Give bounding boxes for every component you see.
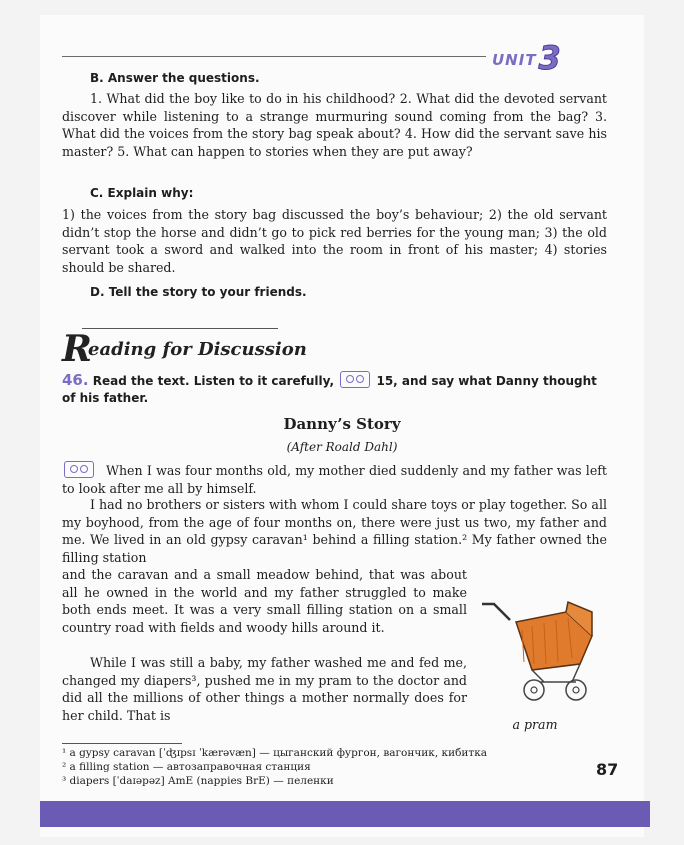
- track-number: 15,: [376, 374, 398, 388]
- instruction-before: Read the text. Listen to it carefully,: [92, 374, 335, 388]
- exercise-46-instruction: [62, 371, 607, 407]
- story-paragraph-1: [62, 461, 607, 497]
- pram-illustration: [480, 590, 600, 710]
- pram-caption: a pram: [512, 717, 558, 732]
- story-author: (After Roald Dahl): [286, 440, 398, 454]
- cassette-icon: [340, 371, 370, 388]
- cassette-icon: [64, 461, 94, 478]
- title-initial: R: [62, 328, 92, 370]
- story-paragraph-2-cont: and the caravan and a small meadow behind, that was about all he owned in the world and my father struggled to make both ends meet. It was a very small filling station on a small country road with fields and woody hills around it.: [62, 567, 467, 635]
- instruction-after: and say what Danny thought of his father.: [62, 374, 597, 405]
- footnotes: [62, 746, 582, 788]
- section-c-text: 1) the voices from the story bag discussed the boy’s behaviour; 2) the old servant didn’t stop the horse and didn’t go to pick red berries for the young man; 3) the old servant took a sword and walked into the room in front of his master; 4) stories should be shared.: [62, 207, 607, 275]
- footnote-rule: [62, 743, 182, 744]
- page-number: 87: [596, 760, 619, 779]
- section-d-heading: D. Tell the story to your friends.: [90, 285, 307, 299]
- footnote-1: ¹ a gypsy caravan [ˈʤɪpsɪ ˈkærəvæn] — цыганский фургон, вагончик, кибитка: [62, 747, 488, 759]
- textbook-page: [40, 15, 644, 837]
- title-rest: eading for Discussion: [88, 339, 307, 360]
- unit-label: UNIT: [492, 51, 537, 69]
- unit-number: 3: [538, 39, 562, 77]
- section-b-heading: B. Answer the questions.: [90, 71, 260, 85]
- story-paragraph-3: While I was still a baby, my father washed me and fed me, changed my diapers³, pushed me in my pram to the doctor and did all the millions of other things a mother normally does for her child. That is: [62, 655, 467, 723]
- exercise-number: 46.: [62, 371, 89, 389]
- story-p1-text: When I was four months old, my mother died suddenly and my father was left to look after me all by himself.: [62, 463, 607, 496]
- story-title: Danny’s Story: [283, 415, 401, 433]
- section-b-text: 1. What did the boy like to do in his childhood? 2. What did the devoted servant discover while listening to a strange murmuring sound coming from the bag? 3. What did the voices from the story bag speak about? 4. How did the servant save his master? 5. What can happen to stories when they are put away?: [62, 91, 607, 159]
- header-rule: [62, 56, 486, 57]
- section-c-heading: C. Explain why:: [90, 186, 194, 200]
- story-paragraph-2: I had no brothers or sisters with whom I could share toys or play together. So all my boyhood, from the age of four months on, there were just us two, my father and me. We lived in an old gypsy caravan¹ behind a filling station.² My father owned the filling station: [62, 497, 607, 565]
- title-rule: [82, 328, 278, 329]
- bottom-color-bar: [40, 801, 650, 827]
- footnote-3: ³ diapers [ˈdaɪəpəz] AmE (nappies BrE) — пеленки: [62, 775, 334, 787]
- unit-badge: [492, 35, 562, 77]
- footnote-2: ² a filling station — автозаправочная станция: [62, 761, 311, 773]
